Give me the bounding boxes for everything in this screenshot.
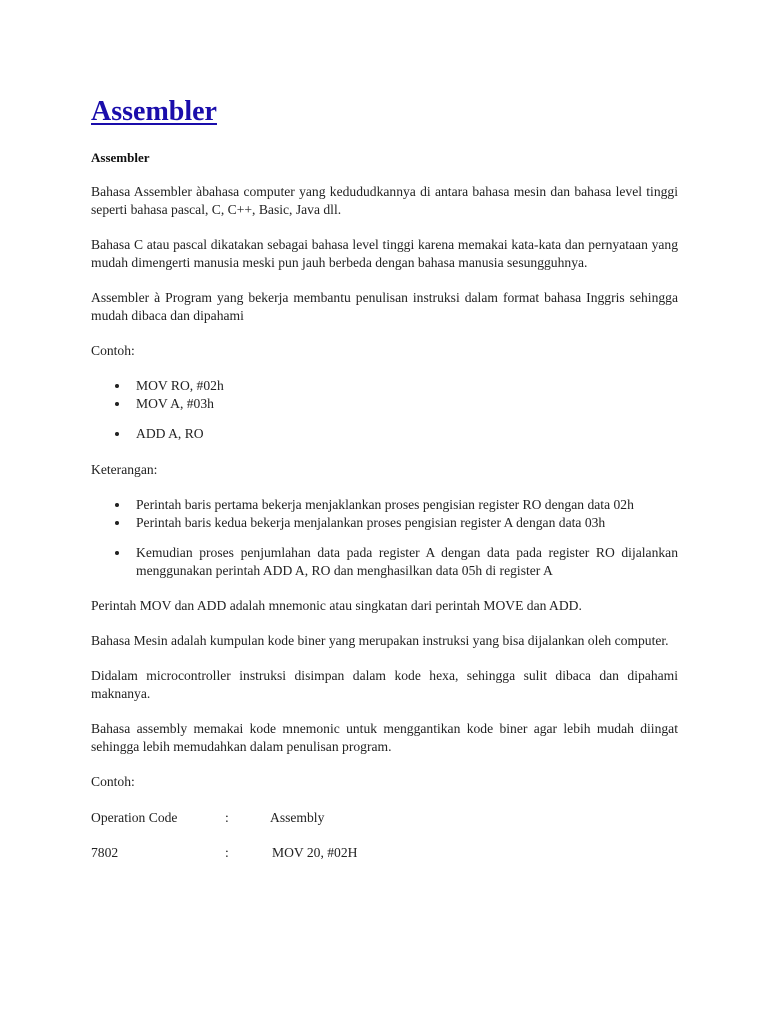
example-list xyxy=(91,377,678,443)
code-cell-opcode: 7802 xyxy=(91,845,119,860)
paragraph-keterangan-label: Keterangan: xyxy=(91,462,158,477)
paragraph-contoh-label: Contoh: xyxy=(91,343,135,358)
code-header-assembly: Assembly xyxy=(270,810,325,825)
paragraph-mnemonic: Perintah MOV dan ADD adalah mnemonic atau singkatan dari perintah MOVE dan ADD. xyxy=(91,598,582,613)
code-table-row xyxy=(91,844,678,862)
paragraph-intro: Bahasa Assembler àbahasa computer yang kedududkannya di antara bahasa mesin dan bahasa level tinggi seperti bahasa pascal, C, C++, Basic, Java dll. xyxy=(91,184,678,217)
paragraph-contoh-label-2: Contoh: xyxy=(91,774,135,789)
page-title-link[interactable]: Assembler xyxy=(91,96,217,127)
code-cell-separator: : xyxy=(225,845,229,860)
list-item: Perintah baris pertama bekerja menjaklankan proses pengisian register RO dengan data 02h xyxy=(91,496,678,514)
paragraph-assembly-mnemonic: Bahasa assembly memakai kode mnemonic untuk menggantikan kode biner agar lebih mudah diingat sehingga lebih memudahkan dalam penulisan program. xyxy=(91,721,678,754)
list-item: ADD A, RO xyxy=(91,425,678,443)
code-table-header xyxy=(91,809,678,827)
list-item: Kemudian proses penjumlahan data pada register A dengan data pada register RO dijalankan menggunakan perintah ADD A, RO dan menghasilkan data 05h di register A xyxy=(91,544,678,580)
paragraph-high-level: Bahasa C atau pascal dikatakan sebagai bahasa level tinggi karena memakai kata-kata dan pernyataan yang mudah dimengerti manusia meski pun jauh berbeda dengan bahasa manusia sesungguhnya. xyxy=(91,237,678,270)
code-header-separator: : xyxy=(225,810,229,825)
code-header-opcode: Operation Code xyxy=(91,810,178,825)
paragraph-microcontroller: Didalam microcontroller instruksi disimpan dalam kode hexa, sehingga sulit dibaca dan dipahami maknanya. xyxy=(91,668,678,701)
list-item: MOV RO, #02h xyxy=(91,377,678,395)
paragraph-assembler-program: Assembler à Program yang bekerja membantu penulisan instruksi dalam format bahasa Inggris sehingga mudah dibaca dan dipahami xyxy=(91,290,678,323)
document-page xyxy=(91,92,678,862)
paragraph-bahasa-mesin: Bahasa Mesin adalah kumpulan kode biner yang merupakan instruksi yang bisa dijalankan oleh computer. xyxy=(91,633,669,648)
code-cell-assembly: MOV 20, #02H xyxy=(272,845,358,860)
section-heading: Assembler xyxy=(91,150,150,165)
keterangan-list xyxy=(91,496,678,580)
list-item: Perintah baris kedua bekerja menjalankan proses pengisian register A dengan data 03h xyxy=(91,514,678,532)
list-item: MOV A, #03h xyxy=(91,395,678,413)
